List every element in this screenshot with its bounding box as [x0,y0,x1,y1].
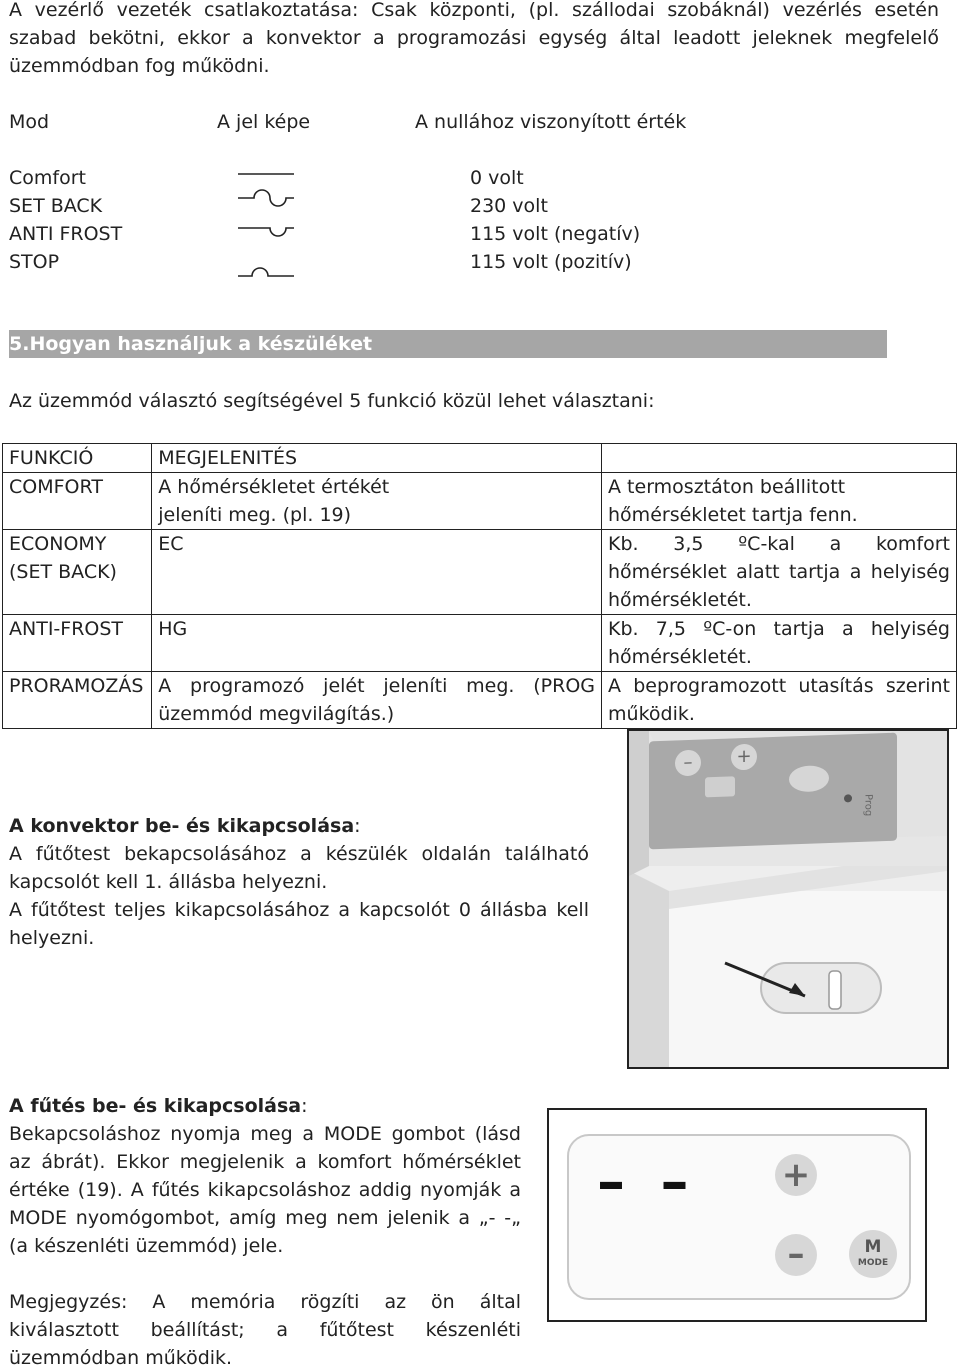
heating-paragraph: Bekapcsoláshoz nyomja meg a MODE gombot (lásd az ábrát). Ekkor megjelenik a komfort hőmérséklet értéke (19). A fűtés kikapcsoláshoz addig nyomják a MODE nyomógombot, amíg meg nem jelenik a „- -„ (a készenléti üzemmód) jele. [9,1123,521,1257]
minus-button[interactable]: – [775,1234,817,1276]
photo-mode-button-icon [789,765,829,792]
stop-waveform-icon [236,262,298,280]
mode-button[interactable] [849,1230,897,1278]
function-name: PRORAMOZÁS [3,672,152,729]
signal-mode-antifrost: ANTI FROST [9,223,123,245]
function-display: A programozó jelét jeleníti meg. (PROG üzemmód megvilágítás.) [152,672,602,729]
section-intro: Az üzemmód választó segítségével 5 funkció közül lehet választani: [9,390,655,412]
switch-title: A konvektor be- és kikapcsolása [9,815,355,837]
header-empty [602,444,957,473]
antifrost-waveform-icon [236,222,298,240]
heating-heading: A fűtés be- és kikapcsolása: [9,1095,308,1117]
switch-paragraph-2: A fűtőtest teljes kikapcsolásához a kapcsolót 0 állásba kell helyezni. [9,899,589,949]
signal-mode-comfort: Comfort [9,167,86,189]
table-row [3,473,957,530]
function-name [3,530,152,615]
table-row [3,530,957,615]
function-table [2,443,957,729]
photo-plus-button-icon: + [731,744,757,771]
signal-mode-setback: SET BACK [9,195,103,217]
function-desc: A termosztáton beállitott hőmérsékletet tartja fenn. [602,473,957,530]
heating-section [9,1092,521,1260]
comfort-waveform-icon [236,168,298,180]
function-desc: Kb. 3,5 ºC-kal a komfort hőmérséklet alatt tartja a helyiség hőmérsékletét. [602,530,957,615]
switch-heading: A konvektor be- és kikapcsolása: [9,815,361,837]
function-display: EC [152,530,602,615]
function-display [152,473,602,530]
heating-title: A fűtés be- és kikapcsolása [9,1095,302,1117]
signal-mode-stop: STOP [9,251,60,273]
photo-control-panel [649,733,897,850]
mode-letter: M [864,1237,882,1257]
section-title: 5.Hogyan használjuk a készüléket [9,333,373,355]
function-name: COMFORT [3,473,152,530]
prog-label: Prog [862,793,874,817]
switch-section [9,812,589,952]
header-display: MEGJELENITÉS [152,444,602,473]
setback-waveform-icon [236,186,298,210]
signal-value-setback: 230 volt [470,195,548,217]
switch-paragraph-1: A fűtőtest bekapcsolásához a készülék oldalán található kapcsolót kell 1. állásba helyezni. [9,843,589,893]
signal-value-stop: 115 volt (pozitív) [470,251,632,273]
name-text: ECONOMY (SET BACK) [9,533,117,583]
header-function: FUNKCIÓ [3,444,152,473]
side-switch-photo [627,729,949,1069]
mode-label: MODE [857,1258,889,1268]
signal-header-image: A jel képe [217,111,311,133]
thermometer-icon [705,776,735,797]
function-display: HG [152,615,602,672]
panel-display: – – [597,1150,697,1215]
signal-value-comfort: 0 volt [470,167,524,189]
function-desc: Kb. 7,5 ºC-on tartja a helyiség hőmérsékletét. [602,615,957,672]
signal-value-antifrost: 115 volt (negatív) [470,223,641,245]
function-desc: A beprogramozott utasítás szerint működik. [602,672,957,729]
memory-note: Megjegyzés: A memória rögzíti az ön által kiválasztott beállítást; a fűtőtest készenléti üzemmódban működik. [9,1291,521,1369]
signal-header-mode: Mod [9,111,50,133]
plus-button[interactable]: + [775,1154,817,1196]
table-row [3,672,957,729]
table-row [3,615,957,672]
function-name: ANTI-FROST [3,615,152,672]
prog-led-icon [844,794,852,802]
control-panel-illustration [547,1108,927,1322]
photo-minus-button-icon: – [675,750,701,777]
table-row [3,444,957,473]
signal-header-value: A nullához viszonyított érték [415,111,687,133]
section-heading [9,330,887,358]
display-text: A hőmérsékletet értékét jeleníti meg. (pl. 19) [158,476,390,526]
intro-paragraph: A vezérlő vezeték csatlakoztatása: Csak központi, (pl. szállodai szobáknál) vezérlés esetén szabad bekötni, ekkor a konvektor a programozási egység által leadott jeleknek megfelelő üzemmódban fog működni. [9,0,939,77]
